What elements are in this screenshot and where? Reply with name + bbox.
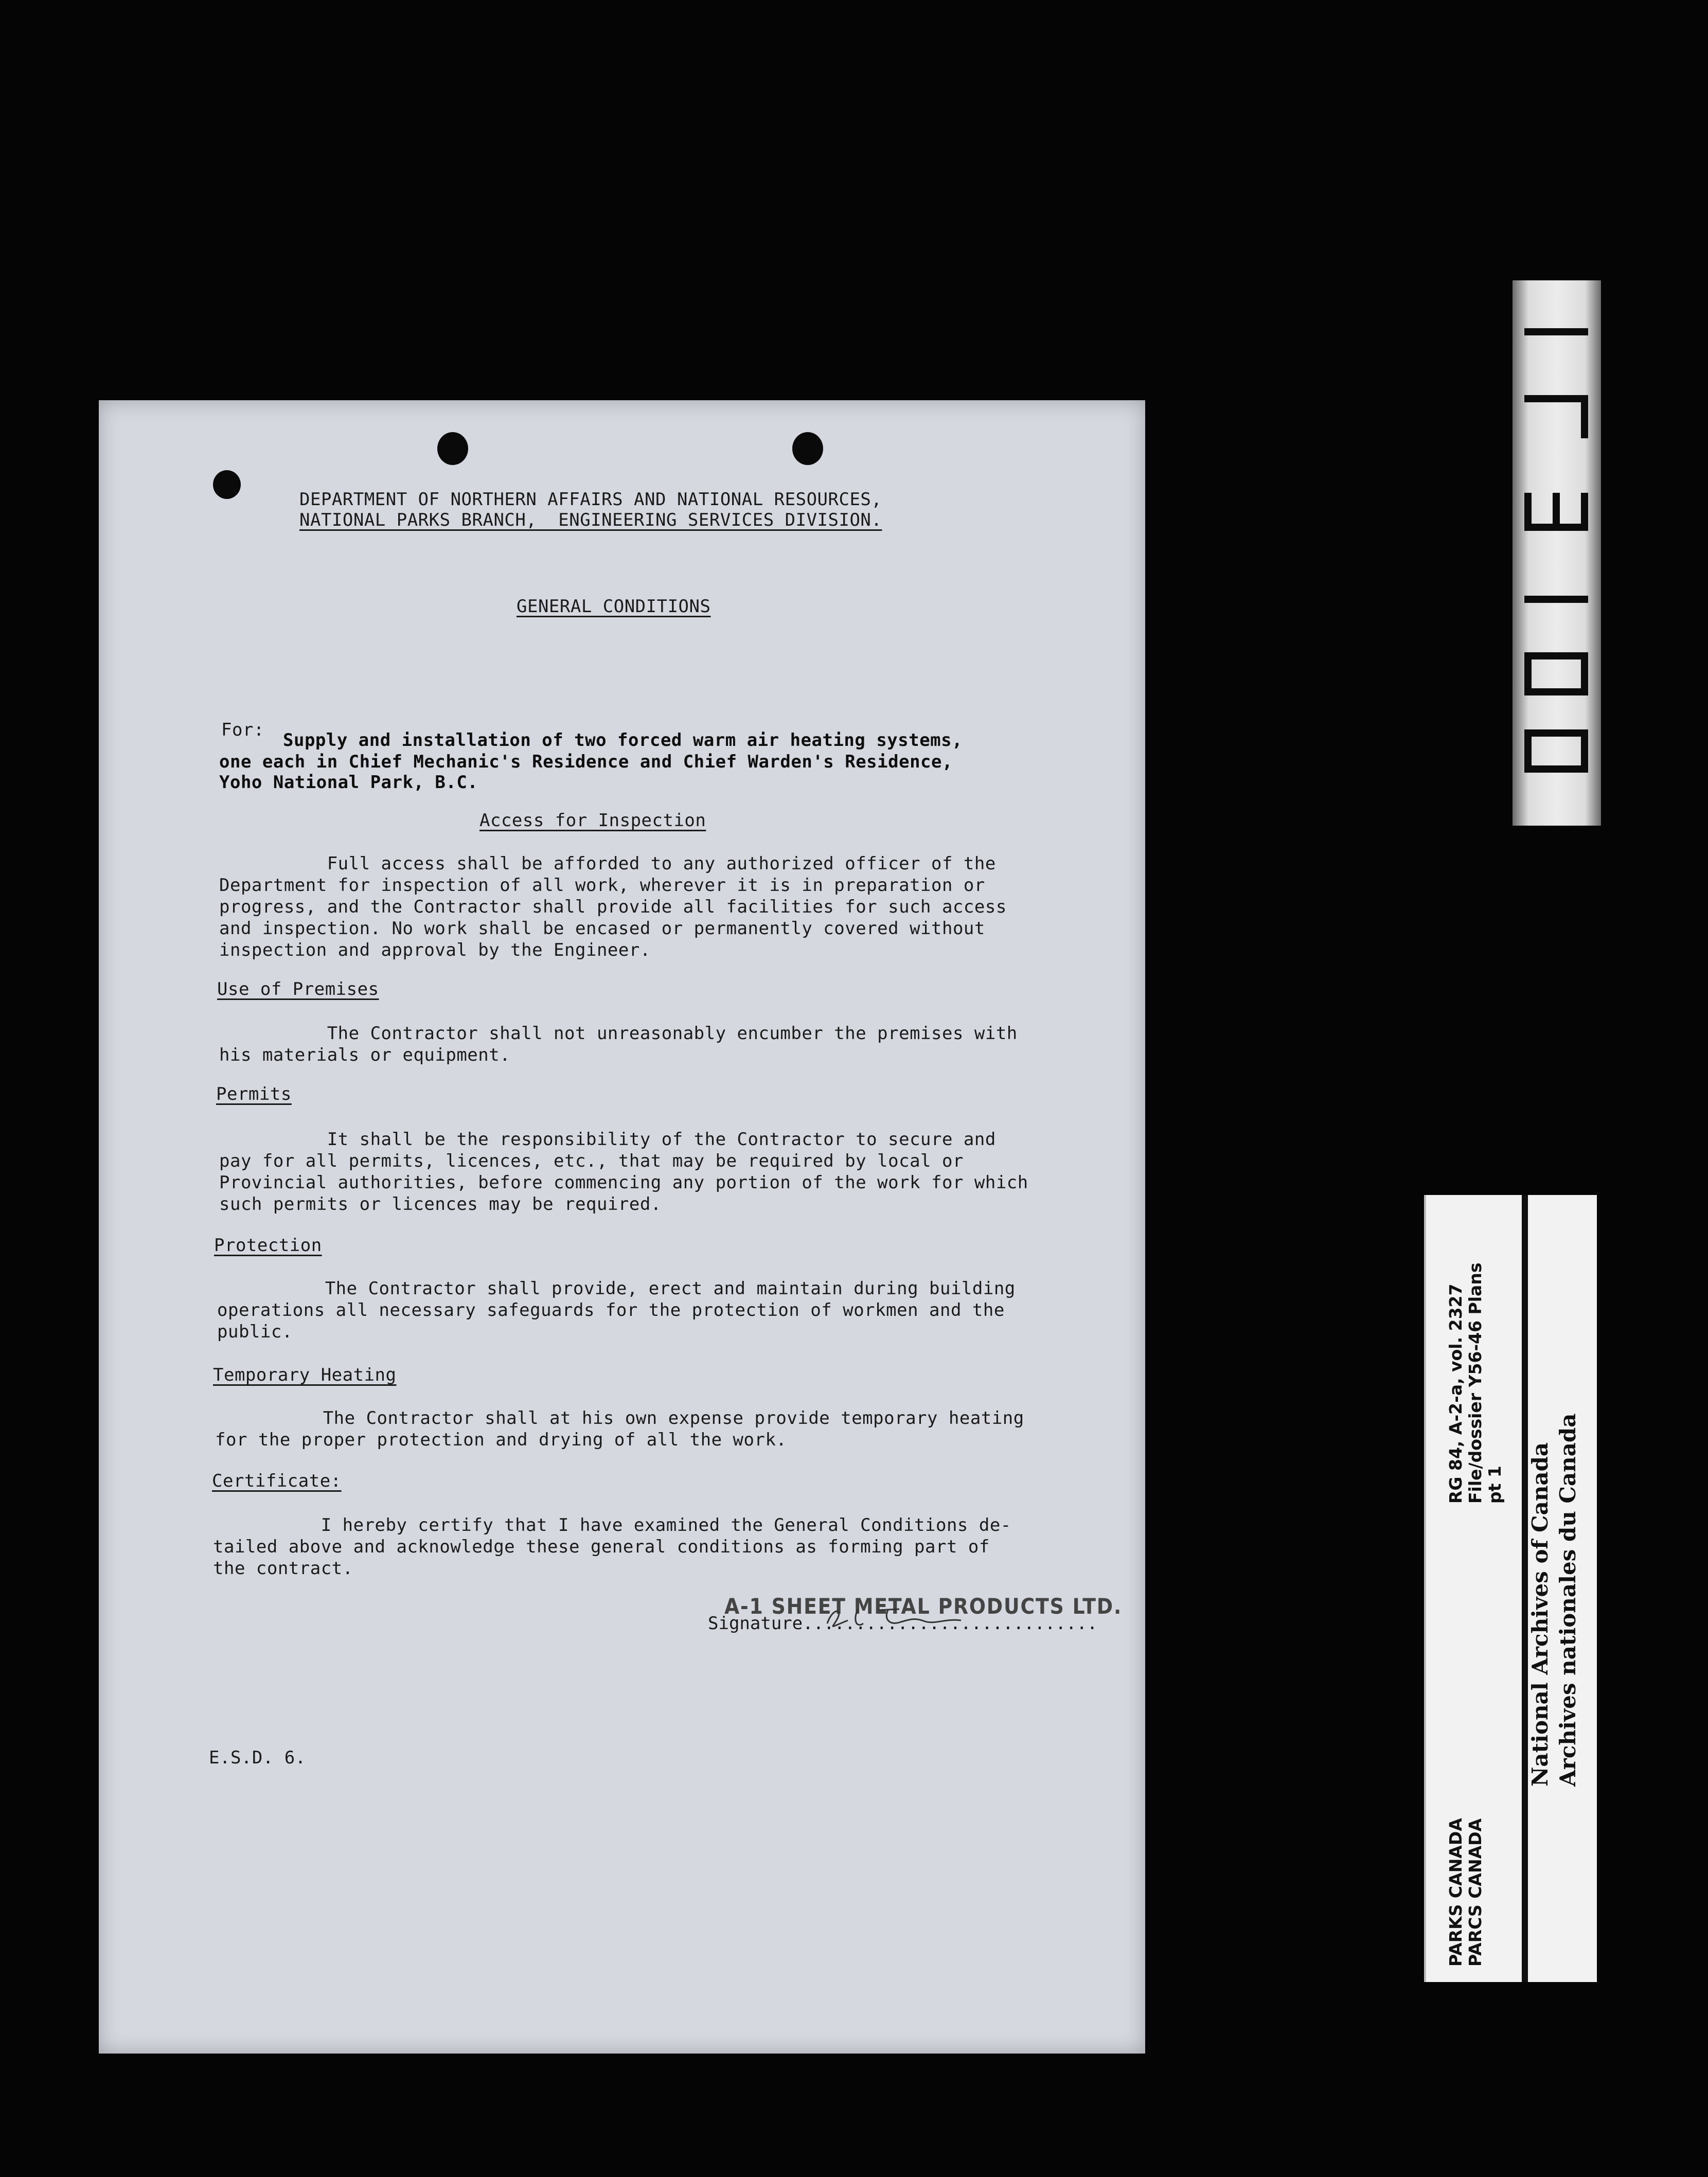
- section-heading: Use of Premises: [217, 979, 379, 1000]
- body-line: The Contractor shall at his own expense provide temporary heating: [215, 1408, 1024, 1429]
- header-line-2: NATIONAL PARKS BRANCH, ENGINEERING SERVICES DIVISION.: [299, 510, 882, 530]
- body-line: his materials or equipment.: [219, 1045, 511, 1065]
- body-line: The Contractor shall provide, erect and maintain during building: [217, 1278, 1016, 1299]
- body-line: The Contractor shall not unreasonably encumber the premises with: [219, 1023, 1018, 1044]
- body-line: tailed above and acknowledge these general conditions as forming part of: [213, 1537, 990, 1557]
- film-frame-strip: [1513, 280, 1601, 826]
- parks-canada-fr: PARCS CANADA: [1465, 1818, 1485, 1967]
- body-line: Department for inspection of all work, wherever it is in preparation or: [219, 875, 985, 896]
- archives-name-en: National Archives of Canada: [1527, 1442, 1553, 1787]
- for-line-2: one each in Chief Mechanic's Residence and Chief Warden's Residence,: [219, 752, 953, 772]
- for-label: For:: [221, 720, 264, 740]
- archive-reference-line-3: pt 1: [1485, 1466, 1505, 1504]
- section-heading: Temporary Heating: [213, 1365, 397, 1385]
- form-code: E.S.D. 6.: [209, 1747, 306, 1768]
- signature-label: Signature: [708, 1613, 803, 1634]
- archive-reference-line-2: File/dossier Y56-46 Plans: [1465, 1262, 1485, 1504]
- company-stamp: A-1 SHEET METAL PRODUCTS LTD.: [724, 1594, 1123, 1619]
- punch-hole: [213, 470, 241, 499]
- body-line: Full access shall be afforded to any authorized officer of the: [219, 853, 996, 874]
- body-line: Provincial authorities, before commencing any portion of the work for which: [219, 1172, 1028, 1193]
- header-line-1: DEPARTMENT OF NORTHERN AFFAIRS AND NATIONAL RESOURCES,: [299, 489, 882, 510]
- section-heading: Certificate:: [212, 1471, 342, 1491]
- section-heading: Protection: [214, 1235, 322, 1256]
- body-line: operations all necessary safeguards for the protection of workmen and the: [217, 1300, 1005, 1321]
- section-heading: Permits: [216, 1084, 292, 1104]
- body-line: public.: [217, 1322, 293, 1342]
- archives-name-fr: Archives nationales du Canada: [1555, 1413, 1580, 1787]
- punch-hole: [437, 432, 468, 465]
- signature-line: Signature............................: [708, 1613, 1098, 1634]
- handwritten-signature: [822, 1603, 976, 1632]
- body-line: inspection and approval by the Engineer.: [219, 940, 651, 960]
- body-line: pay for all permits, licences, etc., that may be required by local or: [219, 1151, 964, 1171]
- for-line-3: Yoho National Park, B.C.: [219, 772, 478, 793]
- body-line: It shall be the responsibility of the Contractor to secure and: [219, 1129, 996, 1150]
- body-line: I hereby certify that I have examined the General Conditions de-: [213, 1515, 1011, 1536]
- document-title: GENERAL CONDITIONS: [517, 596, 711, 617]
- archive-label: [1424, 1195, 1597, 1982]
- document-page: [99, 400, 1145, 2054]
- body-line: such permits or licences may be required.: [219, 1194, 662, 1215]
- body-line: progress, and the Contractor shall provide all facilities for such access: [219, 897, 1007, 917]
- section-heading: Access for Inspection: [479, 810, 706, 831]
- body-line: for the proper protection and drying of all the work.: [215, 1430, 787, 1450]
- frame-number-digits: [1513, 280, 1601, 826]
- archive-reference-line-1: RG 84, A-2-a, vol. 2327: [1446, 1283, 1466, 1504]
- parks-canada-en: PARKS CANADA: [1446, 1818, 1466, 1967]
- punch-hole: [792, 432, 823, 465]
- body-line: the contract.: [213, 1558, 353, 1579]
- body-line: and inspection. No work shall be encased or permanently covered without: [219, 918, 985, 939]
- for-line-1: Supply and installation of two forced warm air heating systems,: [283, 730, 963, 751]
